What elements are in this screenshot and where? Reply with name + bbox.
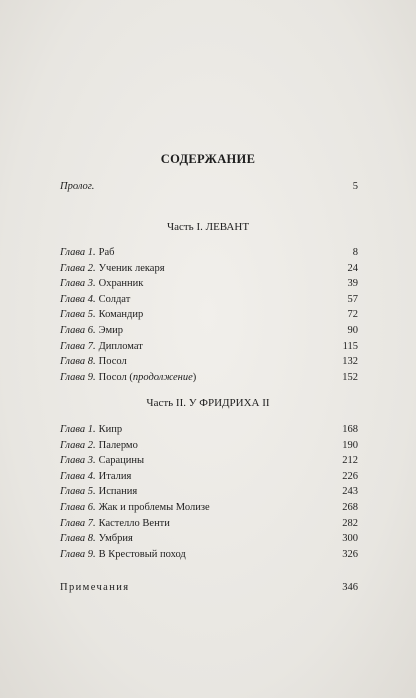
toc-entry-prologue [60,177,358,193]
toc-entry-notes [60,578,358,594]
entry-title-start: Посол ( [98,371,133,383]
entry-label: Глава 3. [60,278,96,290]
entry-page: 243 [342,486,358,498]
entry-label: Глава 6. [60,324,96,336]
entry-title: В Крестовый поход [98,548,186,560]
entry-label: Глава 4. [60,293,96,305]
notes-list [60,578,358,594]
prologue-list [60,177,358,193]
toc-entry [60,321,358,337]
toc-entry [60,337,358,353]
entry-page: 90 [347,324,358,336]
entry-label: Глава 3. [60,455,96,467]
entry-label: Глава 1. [60,247,96,258]
entry-label: Глава 9. [60,371,96,383]
toc-entry [60,274,358,290]
dot-leader [146,338,339,350]
entry-title: Раб [98,247,115,258]
entry-title: Посол [98,356,127,368]
entry-label: Глава 2. [60,439,96,451]
part1-title: Часть I. ЛЕВАНТ [166,221,250,233]
dot-leader [147,452,339,464]
entry-page: 115 [342,340,358,352]
entry-page: 24 [347,262,358,274]
entry-title: Италия [98,470,132,482]
entry-page: 326 [342,548,358,560]
contents-title: СОДЕРЖАНИЕ [160,152,256,166]
entry-label: Глава 2. [60,262,96,274]
entry-title: Кипр [98,424,123,435]
entry-page: 72 [347,309,358,321]
entry-page: 5 [352,181,358,192]
toc-entry [60,529,358,545]
entry-title: Палермо [98,439,138,451]
dot-leader [141,437,339,449]
toc-entry [60,451,358,467]
entry-page: 282 [342,517,358,529]
toc-entry [60,290,358,306]
entry-page: 8 [352,247,358,258]
entry-title-emphasis: продолжение [132,371,193,383]
toc-entry [60,420,358,436]
bleed-through-text [40,52,376,63]
entry-title: Умбрия [98,533,133,545]
toc-entry [60,368,358,384]
toc-entry [60,514,358,530]
entry-label: Пролог. [60,181,95,192]
part2-title: Часть II. У ФРИДРИХА II [146,397,270,409]
dot-leader [125,421,339,433]
toc-entry [60,545,358,561]
part2-chapter-list [60,420,358,560]
toc-entry [60,243,358,259]
entry-label: Глава 9. [60,548,96,560]
entry-page: 190 [342,439,358,451]
entry-title: Ученик лекаря [98,262,165,274]
entry-title: Солдат [98,293,131,305]
toc-entry [60,482,358,498]
entry-page: 300 [342,533,358,545]
entry-title-end: ) [192,371,197,383]
toc-entry [60,436,358,452]
dot-leader [136,530,339,542]
entry-title [99,372,197,383]
entry-page: 39 [347,278,358,290]
entry-title: Жак и проблемы Молизе [98,501,210,513]
entry-page: 168 [342,424,358,435]
dot-leader [146,275,339,287]
part1-chapter-list [60,243,358,383]
entry-title: Командир [98,309,144,321]
dot-leader [97,178,339,190]
entry-label: Глава 5. [60,309,96,321]
entry-page: 57 [347,293,358,305]
entry-title: Испания [98,486,138,498]
entry-title: Сарацины [98,455,145,467]
entry-page: 212 [342,455,358,467]
dot-leader [117,244,339,256]
dot-leader [133,579,339,591]
toc-entry [60,498,358,514]
dot-leader [133,291,339,303]
entry-page: 152 [342,371,358,383]
entry-page: 132 [342,356,358,368]
entry-title: Охранник [98,278,144,290]
dot-leader [130,353,339,365]
entry-label: Глава 1. [60,424,96,435]
dot-leader [173,515,339,527]
toc-entry [60,259,358,275]
dot-leader [213,499,339,511]
dot-leader [146,306,339,318]
toc-entry [60,467,358,483]
entry-title: Примечания [60,582,130,593]
entry-label: Глава 8. [60,356,96,368]
entry-title: Дипломат [98,340,143,352]
toc-entry [60,305,358,321]
entry-page: 226 [342,470,358,482]
toc-entry [60,352,358,368]
entry-page: 268 [342,501,358,513]
entry-label: Глава 8. [60,533,96,545]
entry-title: Эмир [98,324,124,336]
entry-label: Глава 5. [60,486,96,498]
dot-leader [126,322,339,334]
entry-label: Глава 4. [60,470,96,482]
entry-label: Глава 7. [60,340,96,352]
dot-leader [134,468,339,480]
entry-label: Глава 7. [60,517,96,529]
dot-leader [199,369,339,381]
dot-leader [189,546,339,558]
entry-label: Глава 6. [60,501,96,513]
dot-leader [168,260,339,272]
entry-page: 346 [342,582,358,593]
entry-title: Кастелло Венти [98,517,170,529]
dot-leader [140,483,339,495]
